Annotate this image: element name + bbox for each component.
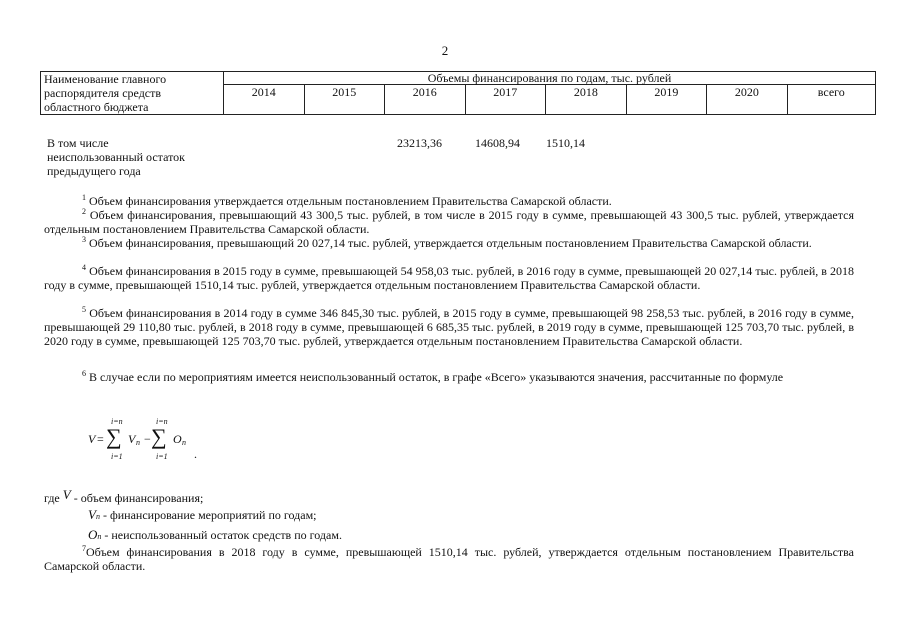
definition-v: где V - объем финансирования; — [44, 487, 204, 505]
value-2016: 23213,36 — [397, 136, 442, 150]
name-header: Наименование главного распорядителя средств областного бюджета — [41, 72, 224, 115]
year-2014: 2014 — [224, 85, 305, 115]
value-2018: 1510,14 — [546, 136, 585, 150]
footnote-7: $^7$Объем финансирования в 2018 году в сумме, превышающей 1510,14 тыс. рублей, утверждается отдельным постановлением Правительства Самарской области. — [44, 544, 854, 573]
footnote-3: $^3$ Объем финансирования, превышающий 20 027,14 тыс. рублей, утверждается отдельным постановлением Правительства Самарской области. — [82, 235, 812, 250]
value-2017: 14608,94 — [475, 136, 520, 150]
formula: V = i=n ∑ i=1 V n − i=n ∑ i=1 O n . — [88, 417, 197, 461]
footnote-1: $^1$ Объем финансирования утверждается отдельным постановлением Правительства Самарской области. — [82, 193, 612, 208]
footnote-4: $^4$ Объем финансирования в 2015 году в сумме, превышающей 54 958,03 тыс. рублей, в 2016 году в сумме, превышающей 20 027,14 тыс. рублей, в 2018 году в сумме, превышающей 1510,14 тыс. рублей, утверждается отдельным постановлением Правительства Самарской области. — [44, 263, 855, 292]
definition-vn: Vn - финансирование мероприятий по годам; — [88, 507, 317, 522]
footnote-2: $^2$ Объем финансирования, превышающий 43 300,5 тыс. рублей, в том числе в 2015 году в сумме, превышающей 43 300,5 тыс. рублей, утверждается отдельным постановлением Правительства Самарской области. — [44, 207, 854, 236]
year-2019: 2019 — [626, 85, 707, 115]
sum-sign: ∑ — [106, 424, 122, 449]
row-label: В том числе неиспользованный остаток предыдущего года — [47, 136, 185, 178]
footnote-6: $^6$ В случае если по мероприятиям имеется неиспользованный остаток, в графе «Всего» указываются значения, рассчитанные по формуле — [82, 369, 784, 384]
year-2016: 2016 — [385, 85, 466, 115]
page-number: 2 — [441, 43, 449, 58]
year-2017: 2017 — [465, 85, 546, 115]
footnote-5: $^5$ Объем финансирования в 2014 году в сумме 346 845,30 тыс. рублей, в 2015 году в сумме, превышающей 98 258,53 тыс. рублей, в 2016 году в сумме, превышающей 29 110,80 тыс. рублей, в 2018 году в сумме, превышающей 6 685,35 тыс. рублей, в 2019 году в сумме, превышающей 125 703,70 тыс. рублей, в 2020 году в сумме, превышающей 125 703,70 тыс. рублей, утверждается отдельным постановлением Правительства Самарской области. — [44, 305, 854, 348]
definition-on: On - неиспользованный остаток средств по годам. — [88, 527, 342, 542]
year-2020: 2020 — [707, 85, 788, 115]
year-2018: 2018 — [546, 85, 627, 115]
year-2015: 2015 — [304, 85, 385, 115]
year-total: всего — [787, 85, 875, 115]
financing-table — [40, 71, 876, 115]
group-header: Объемы финансирования по годам, тыс. рублей — [224, 72, 876, 85]
sum-sign-2: ∑ — [151, 424, 167, 449]
